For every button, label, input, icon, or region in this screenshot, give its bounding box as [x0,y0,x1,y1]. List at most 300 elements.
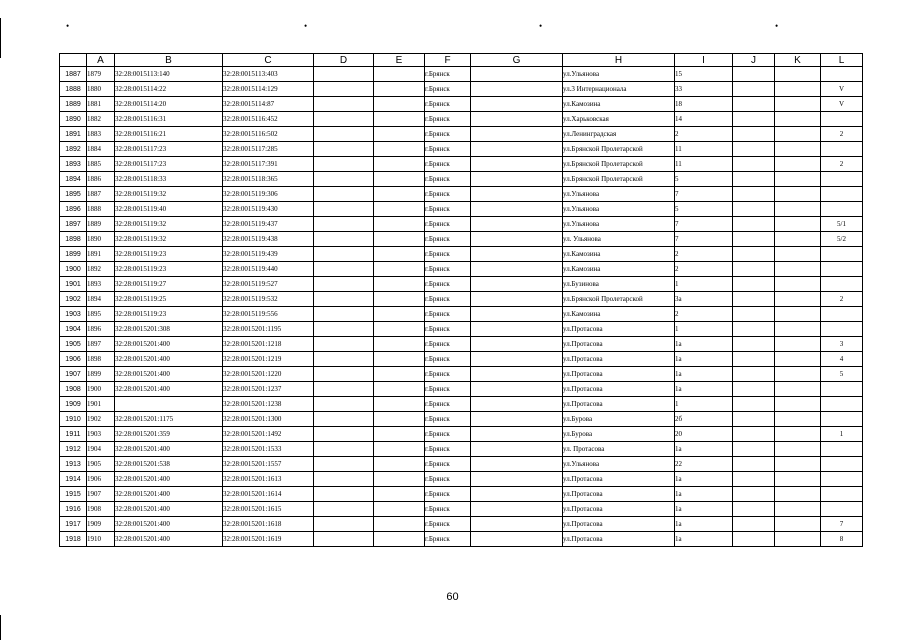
cell-b[interactable]: 32:28:0015201:400 [115,532,223,547]
column-header-l[interactable]: L [821,54,863,67]
cell-l[interactable]: 2 [821,292,863,307]
cell-k[interactable] [775,232,821,247]
cell-l[interactable] [821,112,863,127]
cell-i[interactable]: 1а [675,487,733,502]
cell-c[interactable]: 32:28:0015201:1619 [223,532,314,547]
cell-d[interactable] [314,97,374,112]
cell-a[interactable]: 1890 [87,232,115,247]
cell-f[interactable]: г.Брянск [425,232,471,247]
cell-l[interactable]: 5/1 [821,217,863,232]
cell-l[interactable] [821,202,863,217]
cell-j[interactable] [733,67,775,82]
cell-g[interactable] [471,67,563,82]
cell-d[interactable] [314,367,374,382]
cell-c[interactable]: 32:28:0015116:452 [223,112,314,127]
cell-j[interactable] [733,367,775,382]
cell-c[interactable]: 32:28:0015201:1219 [223,352,314,367]
cell-e[interactable] [374,367,425,382]
cell-j[interactable] [733,127,775,142]
cell-j[interactable] [733,382,775,397]
cell-h[interactable]: ул.Брянской Пролетарской [563,157,675,172]
cell-j[interactable] [733,112,775,127]
cell-i[interactable]: 33 [675,82,733,97]
cell-j[interactable] [733,172,775,187]
cell-k[interactable] [775,427,821,442]
cell-h[interactable]: ул.Камозина [563,262,675,277]
cell-f[interactable]: г.Брянск [425,127,471,142]
cell-j[interactable] [733,307,775,322]
cell-f[interactable]: г.Брянск [425,262,471,277]
cell-a[interactable]: 1880 [87,82,115,97]
cell-b[interactable]: 32:28:0015119:23 [115,262,223,277]
cell-k[interactable] [775,247,821,262]
cell-a[interactable]: 1894 [87,292,115,307]
cell-a[interactable]: 1903 [87,427,115,442]
cell-f[interactable]: г.Брянск [425,412,471,427]
cell-b[interactable]: 32:28:0015201:400 [115,517,223,532]
cell-d[interactable] [314,82,374,97]
cell-b[interactable]: 32:28:0015119:27 [115,277,223,292]
cell-g[interactable] [471,202,563,217]
cell-i[interactable]: 2 [675,127,733,142]
row-header[interactable]: 1912 [60,442,87,457]
cell-j[interactable] [733,442,775,457]
cell-c[interactable]: 32:28:0015114:129 [223,82,314,97]
column-header-g[interactable]: G [471,54,563,67]
cell-f[interactable]: г.Брянск [425,292,471,307]
cell-h[interactable]: ул.3 Интернационала [563,82,675,97]
cell-c[interactable]: 32:28:0015117:285 [223,142,314,157]
column-header-k[interactable]: K [775,54,821,67]
cell-b[interactable]: 32:28:0015201:400 [115,382,223,397]
cell-k[interactable] [775,442,821,457]
cell-c[interactable]: 32:28:0015201:1195 [223,322,314,337]
cell-a[interactable]: 1896 [87,322,115,337]
cell-g[interactable] [471,517,563,532]
cell-k[interactable] [775,262,821,277]
cell-l[interactable]: 5 [821,367,863,382]
cell-i[interactable]: 7 [675,217,733,232]
cell-d[interactable] [314,352,374,367]
cell-k[interactable] [775,517,821,532]
row-header[interactable]: 1906 [60,352,87,367]
cell-a[interactable]: 1881 [87,97,115,112]
cell-k[interactable] [775,397,821,412]
cell-g[interactable] [471,217,563,232]
cell-g[interactable] [471,322,563,337]
cell-f[interactable]: г.Брянск [425,322,471,337]
cell-j[interactable] [733,502,775,517]
cell-h[interactable]: ул.Ульянова [563,67,675,82]
cell-c[interactable]: 32:28:0015119:438 [223,232,314,247]
cell-a[interactable]: 1910 [87,532,115,547]
cell-e[interactable] [374,382,425,397]
cell-j[interactable] [733,457,775,472]
row-header[interactable]: 1899 [60,247,87,262]
cell-e[interactable] [374,172,425,187]
cell-b[interactable]: 32:28:0015117:23 [115,142,223,157]
cell-b[interactable]: 32:28:0015201:538 [115,457,223,472]
cell-h[interactable]: ул.Харьковская [563,112,675,127]
cell-c[interactable]: 32:28:0015119:527 [223,277,314,292]
cell-b[interactable]: 32:28:0015201:400 [115,337,223,352]
cell-j[interactable] [733,247,775,262]
cell-i[interactable]: 18 [675,97,733,112]
cell-k[interactable] [775,172,821,187]
cell-g[interactable] [471,457,563,472]
cell-j[interactable] [733,532,775,547]
cell-i[interactable]: 11 [675,142,733,157]
cell-i[interactable]: 1а [675,337,733,352]
cell-h[interactable]: ул.Ульянова [563,217,675,232]
cell-k[interactable] [775,292,821,307]
cell-h[interactable]: ул.Протасова [563,382,675,397]
cell-e[interactable] [374,292,425,307]
cell-d[interactable] [314,442,374,457]
cell-a[interactable]: 1899 [87,367,115,382]
cell-j[interactable] [733,232,775,247]
cell-g[interactable] [471,307,563,322]
cell-a[interactable]: 1893 [87,277,115,292]
row-header[interactable]: 1889 [60,97,87,112]
row-header[interactable]: 1904 [60,322,87,337]
cell-e[interactable] [374,472,425,487]
cell-l[interactable] [821,247,863,262]
cell-c[interactable]: 32:28:0015201:1613 [223,472,314,487]
cell-k[interactable] [775,412,821,427]
cell-b[interactable]: 32:28:0015114:22 [115,82,223,97]
cell-b[interactable]: 32:28:0015119:32 [115,187,223,202]
cell-j[interactable] [733,337,775,352]
cell-g[interactable] [471,157,563,172]
cell-a[interactable]: 1898 [87,352,115,367]
row-header[interactable]: 1918 [60,532,87,547]
cell-l[interactable]: V [821,97,863,112]
cell-f[interactable]: г.Брянск [425,352,471,367]
cell-l[interactable]: 2 [821,127,863,142]
cell-h[interactable]: ул.Ульянова [563,202,675,217]
cell-l[interactable]: V [821,82,863,97]
cell-b[interactable]: 32:28:0015201:400 [115,367,223,382]
row-header[interactable]: 1898 [60,232,87,247]
cell-k[interactable] [775,67,821,82]
column-header-j[interactable]: J [733,54,775,67]
cell-c[interactable]: 32:28:0015201:1492 [223,427,314,442]
cell-d[interactable] [314,337,374,352]
cell-i[interactable]: 5 [675,202,733,217]
cell-e[interactable] [374,457,425,472]
cell-h[interactable]: ул.Протасова [563,397,675,412]
cell-l[interactable] [821,472,863,487]
cell-c[interactable]: 32:28:0015201:1220 [223,367,314,382]
cell-b[interactable]: 32:28:0015201:400 [115,442,223,457]
cell-g[interactable] [471,532,563,547]
cell-g[interactable] [471,427,563,442]
cell-a[interactable]: 1908 [87,502,115,517]
cell-e[interactable] [374,277,425,292]
cell-l[interactable] [821,442,863,457]
cell-b[interactable]: 32:28:0015119:23 [115,307,223,322]
corner-cell[interactable] [60,54,87,67]
cell-e[interactable] [374,487,425,502]
cell-f[interactable]: г.Брянск [425,217,471,232]
cell-b[interactable]: 32:28:0015118:33 [115,172,223,187]
cell-d[interactable] [314,67,374,82]
cell-b[interactable]: 32:28:0015117:23 [115,157,223,172]
row-header[interactable]: 1888 [60,82,87,97]
cell-b[interactable]: 32:28:0015119:32 [115,232,223,247]
cell-k[interactable] [775,457,821,472]
cell-k[interactable] [775,367,821,382]
cell-a[interactable]: 1895 [87,307,115,322]
cell-g[interactable] [471,442,563,457]
cell-f[interactable]: г.Брянск [425,187,471,202]
cell-i[interactable]: 7 [675,232,733,247]
cell-c[interactable]: 32:28:0015119:440 [223,262,314,277]
cell-c[interactable]: 32:28:0015119:556 [223,307,314,322]
cell-f[interactable]: г.Брянск [425,367,471,382]
cell-k[interactable] [775,127,821,142]
cell-f[interactable]: г.Брянск [425,97,471,112]
cell-a[interactable]: 1884 [87,142,115,157]
cell-i[interactable]: 1а [675,367,733,382]
cell-k[interactable] [775,217,821,232]
cell-e[interactable] [374,247,425,262]
cell-a[interactable]: 1889 [87,217,115,232]
cell-g[interactable] [471,352,563,367]
cell-k[interactable] [775,142,821,157]
cell-g[interactable] [471,262,563,277]
cell-i[interactable]: 1а [675,382,733,397]
cell-h[interactable]: ул.Камозина [563,97,675,112]
row-header[interactable]: 1916 [60,502,87,517]
cell-c[interactable]: 32:28:0015201:1615 [223,502,314,517]
cell-i[interactable]: 20 [675,427,733,442]
row-header[interactable]: 1900 [60,262,87,277]
cell-b[interactable]: 32:28:0015119:32 [115,217,223,232]
cell-l[interactable] [821,187,863,202]
row-header[interactable]: 1887 [60,67,87,82]
cell-g[interactable] [471,277,563,292]
cell-k[interactable] [775,532,821,547]
cell-l[interactable]: 4 [821,352,863,367]
cell-h[interactable]: ул.Протасова [563,367,675,382]
cell-k[interactable] [775,202,821,217]
cell-j[interactable] [733,292,775,307]
column-header-e[interactable]: E [374,54,425,67]
cell-c[interactable]: 32:28:0015116:502 [223,127,314,142]
cell-d[interactable] [314,517,374,532]
column-header-f[interactable]: F [425,54,471,67]
cell-f[interactable]: г.Брянск [425,427,471,442]
cell-k[interactable] [775,112,821,127]
cell-l[interactable] [821,322,863,337]
cell-f[interactable]: г.Брянск [425,67,471,82]
cell-a[interactable]: 1902 [87,412,115,427]
cell-l[interactable] [821,67,863,82]
column-header-b[interactable]: B [115,54,223,67]
cell-l[interactable] [821,172,863,187]
cell-i[interactable]: 7 [675,187,733,202]
cell-f[interactable]: г.Брянск [425,277,471,292]
cell-d[interactable] [314,187,374,202]
cell-a[interactable]: 1891 [87,247,115,262]
cell-d[interactable] [314,457,374,472]
cell-h[interactable]: ул.Бузинова [563,277,675,292]
cell-l[interactable]: 3 [821,337,863,352]
cell-g[interactable] [471,172,563,187]
cell-h[interactable]: ул.Ульянова [563,457,675,472]
cell-a[interactable]: 1892 [87,262,115,277]
cell-h[interactable]: ул.Бурова [563,427,675,442]
row-header[interactable]: 1896 [60,202,87,217]
row-header[interactable]: 1917 [60,517,87,532]
cell-g[interactable] [471,367,563,382]
cell-a[interactable]: 1879 [87,67,115,82]
cell-d[interactable] [314,412,374,427]
cell-h[interactable]: ул.Ленинградская [563,127,675,142]
cell-j[interactable] [733,202,775,217]
row-header[interactable]: 1894 [60,172,87,187]
cell-f[interactable]: г.Брянск [425,382,471,397]
cell-f[interactable]: г.Брянск [425,457,471,472]
cell-b[interactable]: 32:28:0015119:25 [115,292,223,307]
cell-f[interactable]: г.Брянск [425,337,471,352]
cell-k[interactable] [775,472,821,487]
cell-l[interactable]: 7 [821,517,863,532]
cell-j[interactable] [733,157,775,172]
cell-i[interactable]: 5 [675,172,733,187]
cell-i[interactable]: 1а [675,352,733,367]
cell-c[interactable]: 32:28:0015201:1237 [223,382,314,397]
cell-h[interactable]: ул.Протасова [563,517,675,532]
cell-g[interactable] [471,472,563,487]
cell-a[interactable]: 1907 [87,487,115,502]
cell-i[interactable]: 1а [675,502,733,517]
cell-h[interactable]: ул.Бурова [563,412,675,427]
cell-d[interactable] [314,487,374,502]
cell-h[interactable]: ул. Ульянова [563,232,675,247]
cell-d[interactable] [314,172,374,187]
cell-b[interactable]: 32:28:0015116:31 [115,112,223,127]
cell-f[interactable]: г.Брянск [425,202,471,217]
column-header-d[interactable]: D [314,54,374,67]
cell-e[interactable] [374,232,425,247]
cell-c[interactable]: 32:28:0015118:365 [223,172,314,187]
cell-j[interactable] [733,322,775,337]
cell-i[interactable]: 1а [675,532,733,547]
cell-i[interactable]: 1 [675,397,733,412]
cell-d[interactable] [314,127,374,142]
cell-k[interactable] [775,307,821,322]
cell-e[interactable] [374,97,425,112]
cell-k[interactable] [775,277,821,292]
cell-e[interactable] [374,82,425,97]
row-header[interactable]: 1913 [60,457,87,472]
cell-i[interactable]: 1 [675,277,733,292]
cell-g[interactable] [471,412,563,427]
row-header[interactable]: 1915 [60,487,87,502]
cell-b[interactable]: 32:28:0015116:21 [115,127,223,142]
cell-b[interactable]: 32:28:0015201:400 [115,472,223,487]
cell-i[interactable]: 22 [675,457,733,472]
cell-e[interactable] [374,322,425,337]
cell-c[interactable]: 32:28:0015113:403 [223,67,314,82]
cell-k[interactable] [775,337,821,352]
cell-k[interactable] [775,157,821,172]
cell-j[interactable] [733,277,775,292]
cell-f[interactable]: г.Брянск [425,247,471,262]
cell-d[interactable] [314,202,374,217]
cell-i[interactable]: 11 [675,157,733,172]
cell-l[interactable] [821,142,863,157]
row-header[interactable]: 1905 [60,337,87,352]
cell-d[interactable] [314,277,374,292]
cell-e[interactable] [374,127,425,142]
cell-h[interactable]: ул.Протасова [563,322,675,337]
cell-h[interactable]: ул.Ульянова [563,187,675,202]
cell-c[interactable]: 32:28:0015119:532 [223,292,314,307]
cell-a[interactable]: 1900 [87,382,115,397]
cell-c[interactable]: 32:28:0015201:1533 [223,442,314,457]
cell-g[interactable] [471,337,563,352]
cell-f[interactable]: г.Брянск [425,112,471,127]
cell-d[interactable] [314,157,374,172]
cell-b[interactable]: 32:28:0015119:40 [115,202,223,217]
cell-b[interactable]: 32:28:0015201:1175 [115,412,223,427]
cell-e[interactable] [374,202,425,217]
cell-d[interactable] [314,112,374,127]
cell-h[interactable]: ул.Камозина [563,307,675,322]
cell-c[interactable]: 32:28:0015119:306 [223,187,314,202]
cell-e[interactable] [374,262,425,277]
cell-b[interactable]: 32:28:0015201:308 [115,322,223,337]
cell-j[interactable] [733,142,775,157]
cell-i[interactable]: 1а [675,442,733,457]
row-header[interactable]: 1897 [60,217,87,232]
cell-g[interactable] [471,502,563,517]
cell-k[interactable] [775,322,821,337]
cell-c[interactable]: 32:28:0015201:1218 [223,337,314,352]
cell-d[interactable] [314,427,374,442]
cell-h[interactable]: ул. Протасова [563,442,675,457]
cell-i[interactable]: 1а [675,472,733,487]
cell-l[interactable] [821,277,863,292]
cell-d[interactable] [314,382,374,397]
cell-j[interactable] [733,487,775,502]
cell-h[interactable]: ул.Протасова [563,472,675,487]
cell-e[interactable] [374,397,425,412]
cell-i[interactable]: 2б [675,412,733,427]
cell-f[interactable]: г.Брянск [425,397,471,412]
cell-k[interactable] [775,97,821,112]
cell-c[interactable]: 32:28:0015119:437 [223,217,314,232]
row-header[interactable]: 1895 [60,187,87,202]
cell-e[interactable] [374,427,425,442]
cell-h[interactable]: ул.Брянской Пролетарской [563,142,675,157]
cell-k[interactable] [775,382,821,397]
row-header[interactable]: 1891 [60,127,87,142]
cell-d[interactable] [314,472,374,487]
cell-j[interactable] [733,412,775,427]
cell-l[interactable] [821,262,863,277]
cell-a[interactable]: 1909 [87,517,115,532]
cell-e[interactable] [374,157,425,172]
cell-e[interactable] [374,67,425,82]
cell-g[interactable] [471,97,563,112]
cell-a[interactable]: 1904 [87,442,115,457]
cell-j[interactable] [733,82,775,97]
